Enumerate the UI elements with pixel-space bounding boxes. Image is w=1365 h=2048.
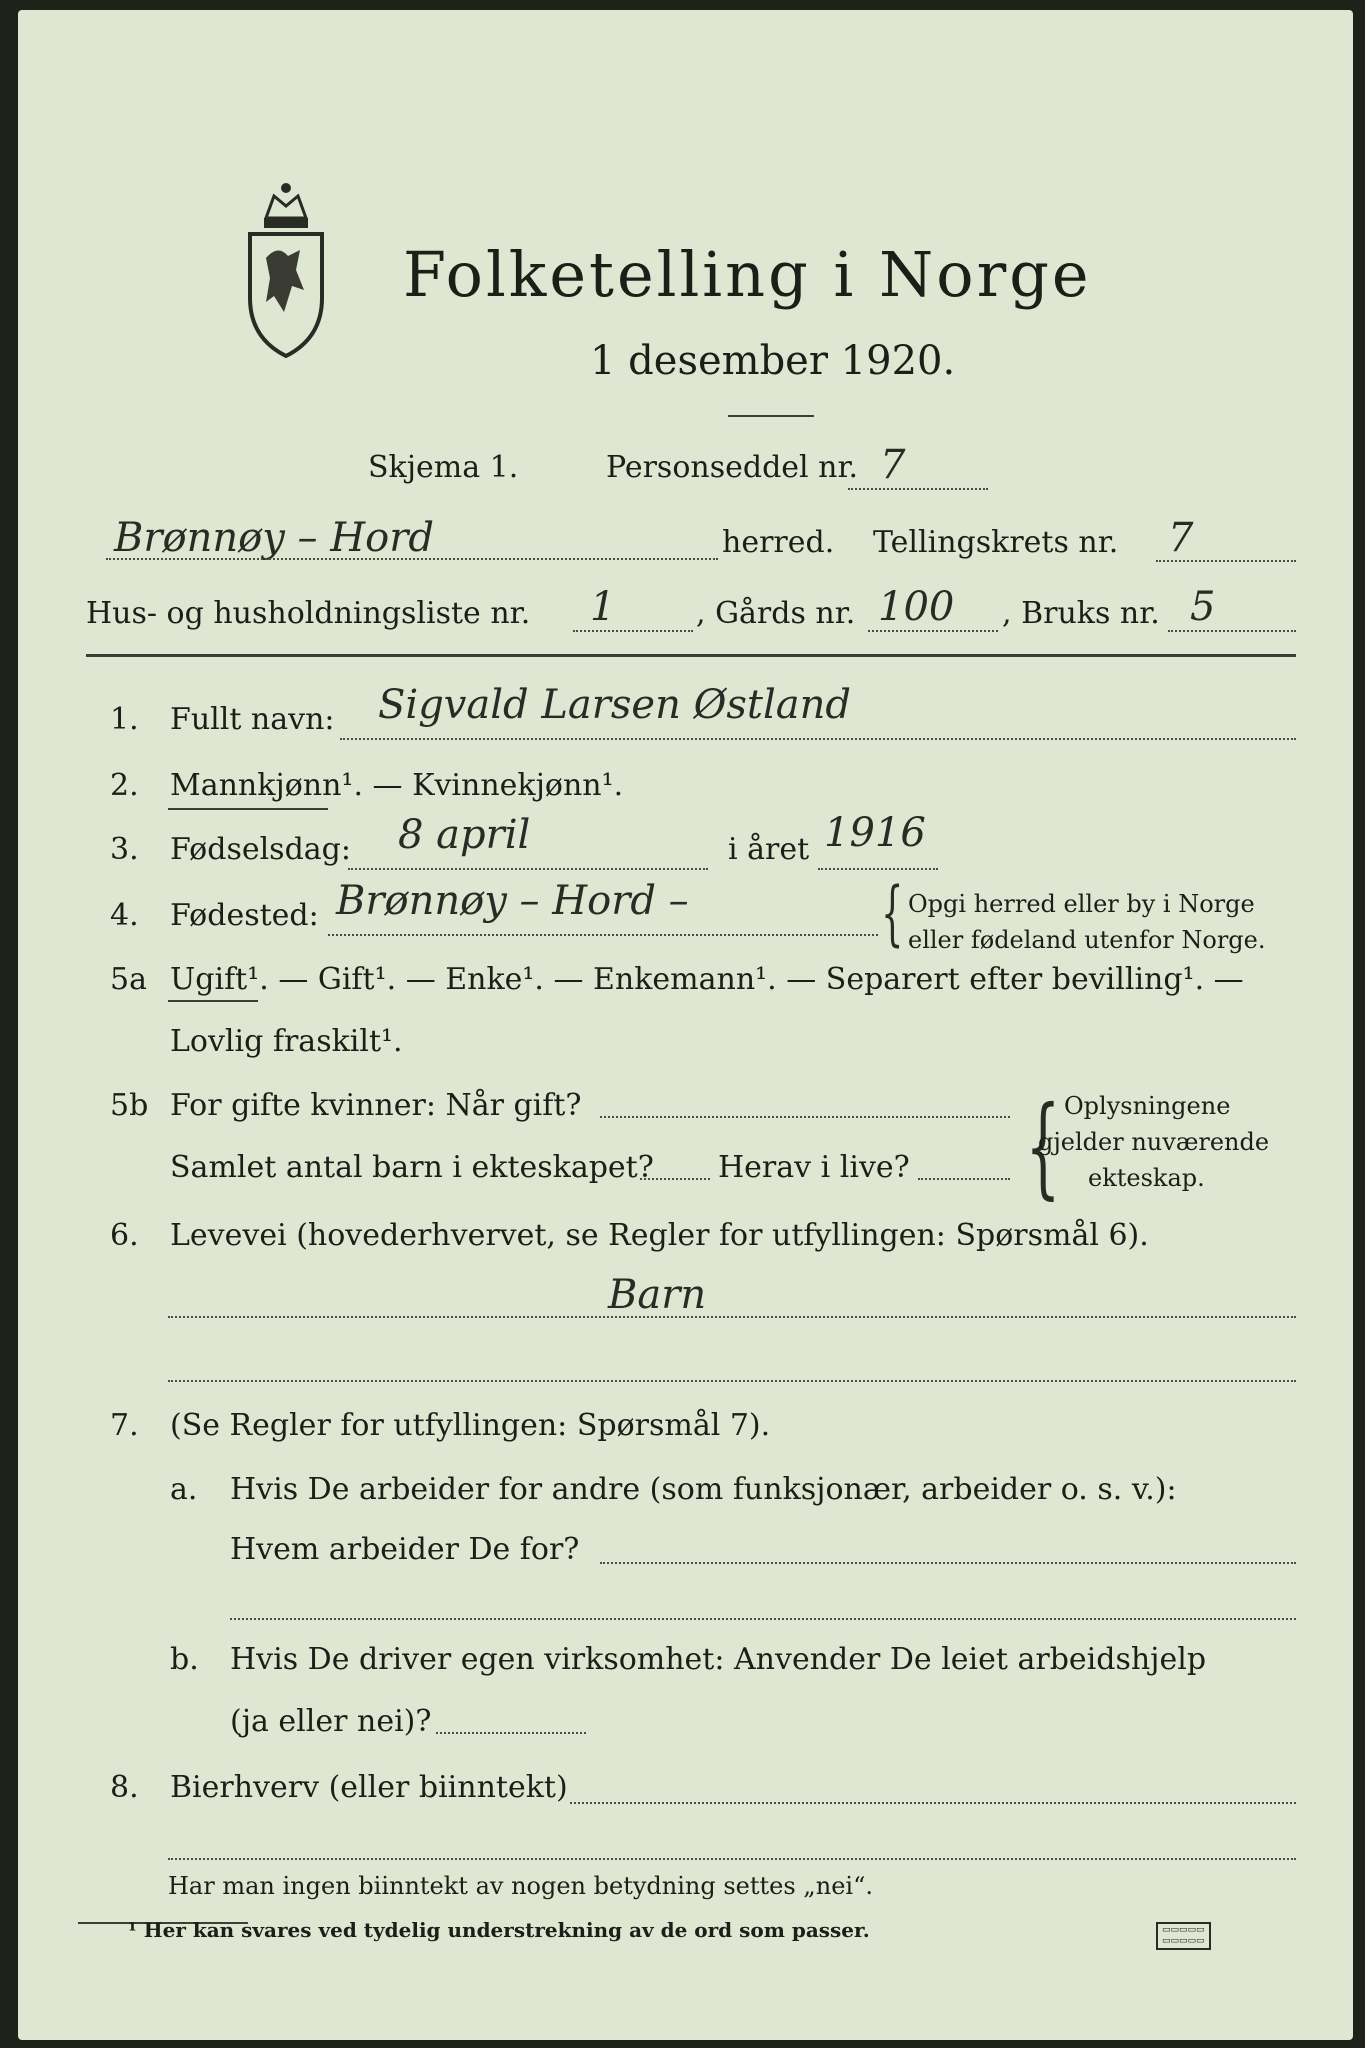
birth-date-value: 8 april	[398, 812, 531, 858]
census-date: 1 desember 1920.	[590, 338, 956, 384]
birth-year-value: 1916	[824, 810, 926, 856]
q6-number: 6.	[110, 1218, 139, 1253]
q7a-number: a.	[170, 1472, 198, 1507]
tellingskrets-label: Tellingskrets nr.	[873, 525, 1119, 560]
q2-number: 2.	[110, 768, 139, 803]
marriage-note-1: Oplysningene	[1064, 1092, 1231, 1120]
q5b-number: 5b	[110, 1088, 149, 1123]
when-married-label: For gifte kvinner: Når gift?	[170, 1088, 582, 1123]
husliste-value: 1	[590, 584, 616, 630]
income-note: Har man ingen biinntekt av nogen betydning settes „nei“.	[168, 1872, 873, 1900]
q3-label: Fødselsdag:	[170, 832, 351, 867]
census-form: Folketelling i Norge 1 desember 1920. Skjema 1. Personseddel nr. 7 Brønnøy – Hord herred. Tellingskrets nr. 7 Hus- og husholdningsliste nr. 1 , Gårds nr. 100 , Bruks nr. 5 1. Fullt navn: Sigvald Larsen Østland 2. Mannkjønn¹. — Kvinnekjønn¹. 3. Fødselsdag: 8 april i året 1916 4. Fødested: Brønnøy – Hord – { Opgi herred eller by i Norge eller fødeland utenfor Norge. 5a Ugift¹. — Gift¹. — Enke¹. — Enkemann¹. — Separert efter bevilling¹. — Lovlig fraskilt¹. 5b For gifte kvinner: Når gift? Samlet antal barn i ekteskapet? Herav i live? { Oplysningene gjelder nuværende ekteskap. 6. Levevei (hovederhvervet, se Regler for utfyllingen: Spørsmål 6). Barn 7. (Se Regler for utfyllingen: Spørsmål 7). a. Hvis De arbeider for andre (som funksjonær, arbeider o. s. v.): Hvem arbeider De for? b. Hvis De driver egen virksomhet: Anvender De leiet arbeidshjelp (ja eller nei)? 8. Bierhverv (eller biinntekt) Har man ingen biinntekt av nogen betydning settes „nei“. ¹ Her kan svares ved tydelig understrekning av de ord som passer. ▭▭▭▭▭ ▭▭▭▭▭	[18, 10, 1353, 2040]
q4-number: 4.	[110, 898, 139, 933]
bruks-label: , Bruks nr.	[1002, 596, 1160, 631]
marital-status-divorced: Lovlig fraskilt¹.	[170, 1024, 403, 1059]
q7a-line1: Hvis De arbeider for andre (som funksjonær, arbeider o. s. v.):	[230, 1472, 1177, 1507]
q5a-number: 5a	[110, 962, 147, 997]
gards-value: 100	[878, 584, 955, 630]
personseddel-label: Personseddel nr.	[606, 450, 859, 485]
occupation-value: Barn	[608, 1272, 707, 1318]
occupation-label: Levevei (hovederhvervet, se Regler for utfyllingen: Spørsmål 6).	[170, 1218, 1149, 1253]
marital-status-options: Ugift¹. — Gift¹. — Enke¹. — Enkemann¹. — Separert efter bevilling¹. —	[170, 962, 1244, 997]
children-alive-label: Herav i live?	[718, 1150, 910, 1185]
tellingskrets-value: 7	[1168, 515, 1194, 561]
personseddel-value: 7	[880, 442, 906, 488]
q7b-number: b.	[170, 1642, 199, 1677]
birthplace-value: Brønnøy – Hord –	[336, 878, 689, 924]
marriage-note-3: ekteskap.	[1088, 1164, 1205, 1192]
skjema-label: Skjema 1.	[368, 450, 519, 485]
children-count-label: Samlet antal barn i ekteskapet?	[170, 1150, 654, 1185]
marriage-note-2: gjelder nuværende	[1038, 1128, 1270, 1156]
q3-number: 3.	[110, 832, 139, 867]
q7-number: 7.	[110, 1408, 139, 1443]
gender-options: Mannkjønn¹. — Kvinnekjønn¹.	[170, 768, 624, 803]
footnote: ¹ Her kan svares ved tydelig understrekning av de ord som passer.	[128, 1918, 870, 1942]
secondary-income-label: Bierhverv (eller biinntekt)	[170, 1770, 568, 1805]
printer-stamp: ▭▭▭▭▭ ▭▭▭▭▭	[1156, 1922, 1211, 1950]
gards-label: , Gårds nr.	[696, 596, 856, 631]
form-title: Folketelling i Norge	[403, 238, 1092, 311]
birthplace-note-1: Opgi herred eller by i Norge	[908, 890, 1255, 918]
hired-help-label: (ja eller nei)?	[230, 1704, 432, 1739]
q7-label: (Se Regler for utfyllingen: Spørsmål 7).	[170, 1408, 771, 1443]
q4-label: Fødested:	[170, 898, 319, 933]
q1-number: 1.	[110, 702, 139, 737]
bruks-value: 5	[1190, 584, 1216, 630]
employer-label: Hvem arbeider De for?	[230, 1532, 580, 1567]
herred-value: Brønnøy – Hord	[114, 515, 434, 561]
husliste-label: Hus- og husholdningsliste nr.	[86, 596, 531, 631]
birthplace-note-2: eller fødeland utenfor Norge.	[908, 926, 1266, 954]
q1-label: Fullt navn:	[170, 702, 335, 737]
coat-of-arms-icon	[244, 178, 328, 358]
q8-number: 8.	[110, 1770, 139, 1805]
full-name-value: Sigvald Larsen Østland	[378, 682, 851, 728]
q7b-line1: Hvis De driver egen virksomhet: Anvender De leiet arbeidshjelp	[230, 1642, 1207, 1677]
year-label: i året	[728, 832, 810, 867]
herred-label: herred.	[722, 525, 835, 560]
